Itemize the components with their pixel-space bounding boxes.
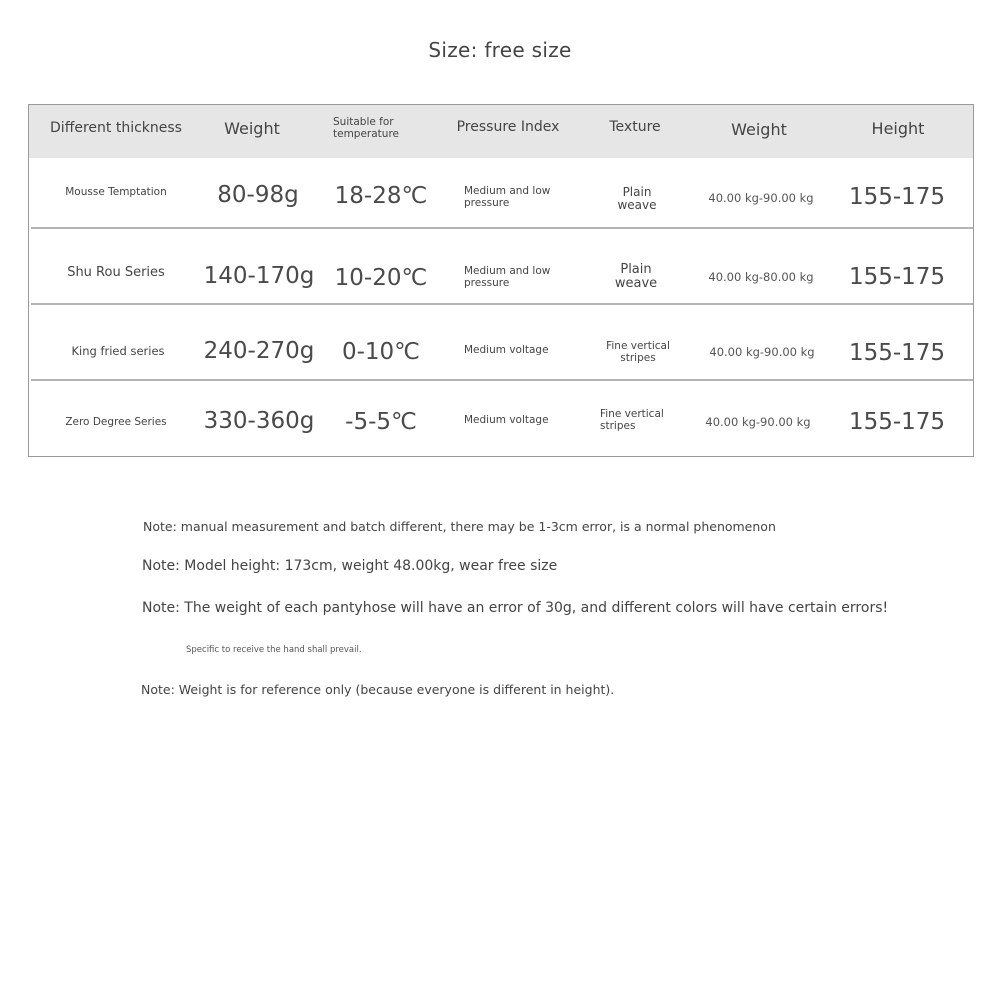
row-temperature: 18-28℃ bbox=[334, 183, 428, 210]
row-pressure: Medium voltage bbox=[464, 414, 549, 427]
row-temperature: 10-20℃ bbox=[334, 265, 428, 292]
header-texture: Texture bbox=[609, 119, 661, 136]
note-model: Note: Model height: 173cm, weight 48.00kg, wear free size bbox=[142, 558, 558, 574]
note-pantyhose-weight: Note: The weight of each pantyhose will have an error of 30g, and different colors will have certain errors! bbox=[142, 600, 889, 616]
row-height: 155-175 bbox=[848, 264, 946, 291]
row-body-weight: 40.00 kg-90.00 kg bbox=[705, 414, 811, 429]
row-weight: 240-270g bbox=[203, 338, 315, 365]
note-measurement: Note: manual measurement and batch different, there may be 1-3cm error, is a normal phenomenon bbox=[143, 519, 776, 534]
row-body-weight: 40.00 kg-90.00 kg bbox=[709, 344, 815, 359]
row-body-weight: 40.00 kg-80.00 kg bbox=[708, 269, 814, 284]
row-body-weight: 40.00 kg-90.00 kg bbox=[708, 190, 814, 205]
header-temperature: Suitable for temperature bbox=[333, 116, 399, 140]
row-texture: Fine vertical stripes bbox=[600, 408, 664, 432]
row-temperature: -5-5℃ bbox=[345, 409, 417, 436]
row-series: Shu Rou Series bbox=[67, 264, 165, 280]
page-title: Size: free size bbox=[428, 38, 572, 62]
row-temperature: 0-10℃ bbox=[341, 339, 421, 366]
header-body-weight: Weight bbox=[731, 120, 787, 140]
note-weight-reference: Note: Weight is for reference only (because everyone is different in height). bbox=[141, 682, 615, 697]
header-height: Height bbox=[871, 119, 925, 139]
header-pressure-index: Pressure Index bbox=[456, 119, 560, 136]
row-height: 155-175 bbox=[848, 340, 946, 367]
row-height: 155-175 bbox=[848, 409, 946, 436]
table-row bbox=[29, 305, 973, 379]
header-weight: Weight bbox=[224, 119, 280, 139]
table-row bbox=[29, 229, 973, 303]
row-height: 155-175 bbox=[848, 184, 946, 211]
row-weight: 80-98g bbox=[217, 182, 299, 209]
size-table bbox=[28, 104, 974, 457]
row-texture: Plain weave bbox=[614, 261, 658, 291]
row-pressure: Medium and low pressure bbox=[464, 265, 551, 289]
table-row bbox=[29, 158, 973, 228]
row-weight: 140-170g bbox=[203, 263, 315, 290]
row-texture: Fine vertical stripes bbox=[606, 340, 670, 364]
header-thickness: Different thickness bbox=[50, 120, 182, 137]
table-header bbox=[29, 105, 973, 158]
row-series: Mousse Temptation bbox=[65, 186, 167, 199]
row-pressure: Medium voltage bbox=[464, 344, 549, 357]
note-prevail: Specific to receive the hand shall prevail. bbox=[186, 645, 362, 655]
row-weight: 330-360g bbox=[203, 408, 315, 435]
row-texture: Plain weave bbox=[617, 184, 657, 212]
row-series: King fried series bbox=[71, 343, 165, 358]
table-row bbox=[29, 381, 973, 455]
row-pressure: Medium and low pressure bbox=[464, 185, 551, 209]
row-series: Zero Degree Series bbox=[65, 416, 167, 429]
